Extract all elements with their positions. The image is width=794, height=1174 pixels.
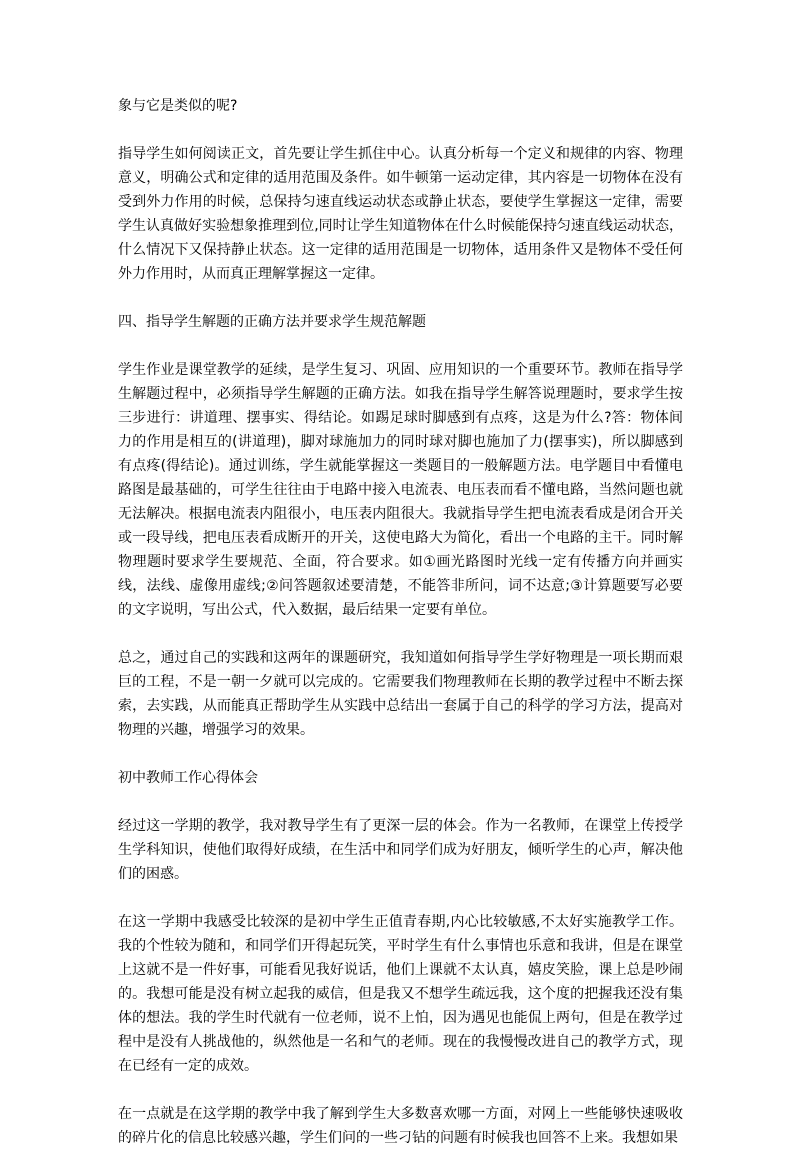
paragraph-student-interests: 在一点就是在这学期的教学中我了解到学生大多数喜欢哪一方面，对网上一些能够快速吸收的碎片化的信息比较感兴趣，学生们问的一些刁钻的问题有时候我也回答不上来。我想如果 [118, 1106, 683, 1146]
section-heading-problem-solving: 四、指导学生解题的正确方法并要求学生规范解题 [118, 314, 426, 330]
paragraph-problem-solving: 学生作业是课堂教学的延续，是学生复习、巩固、应用知识的一个重要环节。教师在指导学生解题过程中，必须指导学生解题的正确方法。如我在指导学生解答说理题时，要求学生按三步进行：讲道理、摆事实、得结论。如踢足球时脚感到有点疼，这是为什么?答：物体间力的作用是相互的(讲道理)，脚对球施加力的同时球对脚也施加了力(摆事实)，所以脚感到有点疼(得结论)。通过训练，学生就能掌握这一类题目的一般解题方法。电学题目中看懂电路图是最基础的，可学生往往由于电路中接入电流表、电压表而看不懂电路，当然问题也就无法解决。根据电流表内阻很小，电压表内阻很大。我就指导学生把电流表看成是闭合开关或一段导线，把电压表看成断开的开关，这使电路大为简化，看出一个电路的主干。同时解物理题时要求学生要规范、全面，符合要求。如①画光路图时光线一定有传播方向并画实线，法线、虚像用虚线;②问答题叙述要清楚，不能答非所问，词不达意;③计算题要写必要的文字说明，写出公式，代入数据，最后结果一定要有单位。 [118, 362, 683, 618]
paragraph-question-ending: 象与它是类似的呢? [118, 98, 238, 114]
paragraph-reading-guidance: 指导学生如何阅读正文，首先要让学生抓住中心。认真分析每一个定义和规律的内容、物理意义，明确公式和定律的适用范围及条件。如牛顿第一运动定律，其内容是一切物体在没有受到外力作用的时候，总保持匀速直线运动状态或静止状态，要使学生掌握这一定律，需要学生认真做好实验想象推理到位,同时让学生知道物体在什么时候能保持匀速直线运动状态，什么情况下又保持静止状态。这一定律的适用范围是一切物体，适用条件又是物体不受任何外力作用时，从而真正理解掌握这一定律。 [118, 146, 683, 282]
article-title-teacher-reflection: 初中教师工作心得体会 [118, 770, 258, 786]
paragraph-summary: 总之，通过自己的实践和这两年的课题研究，我知道如何指导学生学好物理是一项长期而艰巨的工程，不是一朝一夕就可以完成的。它需要我们物理教师在长期的教学过程中不断去探索，去实践，从而能真正帮助学生从实践中总结出一套属于自己的科学的学习方法，提高对物理的兴趣，增强学习的效果。 [118, 650, 683, 738]
document-page [118, 94, 683, 1174]
paragraph-adolescent-students: 在这一学期中我感受比较深的是初中学生正值青春期,内心比较敏感,不太好实施教学工作。我的个性较为随和，和同学们开得起玩笑，平时学生有什么事情也乐意和我讲，但是在课堂上这就不是一件好事，可能看见我好说话，他们上课就不太认真，嬉皮笑脸，课上总是吵闹的。我想可能是没有树立起我的威信，但是我又不想学生疏远我，这个度的把握我还没有集体的想法。我的学生时代就有一位老师，说不上怕，因为遇见也能侃上两句，但是在教学过程中是没有人挑战他的，纵然他是一名和气的老师。现在的我慢慢改进自己的教学方式，现在已经有一定的成效。 [118, 914, 683, 1074]
paragraph-teaching-experience: 经过这一学期的教学，我对教导学生有了更深一层的体会。作为一名教师，在课堂上传授学生学科知识，使他们取得好成绩，在生活中和同学们成为好朋友，倾听学生的心声，解决他们的困惑。 [118, 818, 683, 882]
